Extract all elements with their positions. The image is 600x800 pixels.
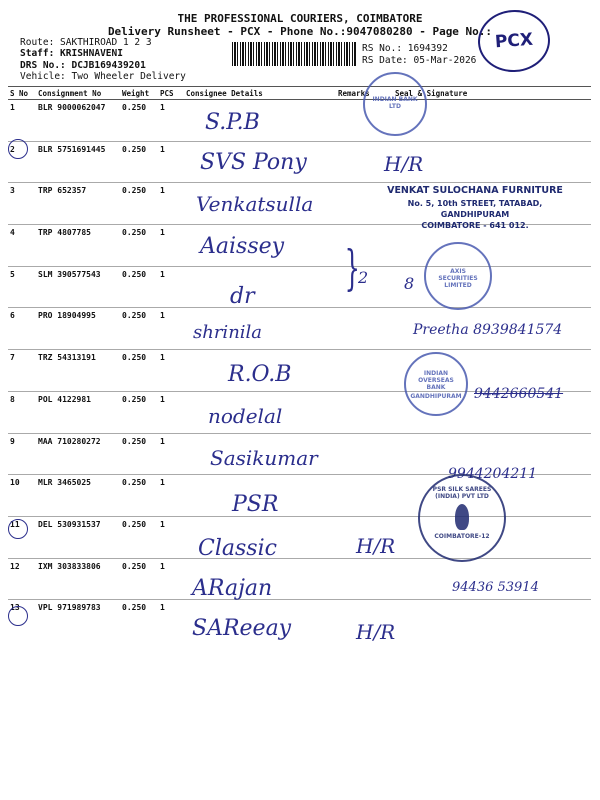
row-sno: 7 <box>8 350 36 392</box>
consignee-handwriting: SVS Pony <box>200 150 307 175</box>
row-sno: 10 <box>8 475 36 517</box>
row-sno: 11 <box>8 516 36 558</box>
row-pcs: 1 <box>158 141 184 183</box>
row-sno: 9 <box>8 433 36 475</box>
consignee-handwriting: Classic <box>198 536 277 561</box>
signature-handwriting: 9944204211 <box>448 466 538 482</box>
table-row <box>8 100 591 142</box>
runsheet-title: Delivery Runsheet - PCX - Phone No.:9047080280 - Page No.: <box>107 25 493 38</box>
consignee-handwriting: ARajan <box>192 576 273 601</box>
col-weight: Weight <box>120 87 158 100</box>
signature-handwriting: Preetha 8939841574 <box>413 322 563 338</box>
row-sno: 12 <box>8 558 36 600</box>
consignee-handwriting: shrinila <box>193 322 263 343</box>
row-weight: 0.250 <box>120 391 158 433</box>
route-label: Route: SAKTHIROAD 1 2 3 <box>20 37 152 48</box>
brace-mark: } <box>344 240 360 296</box>
row-pcs: 1 <box>158 350 184 392</box>
iob-seal <box>404 352 468 416</box>
rs-number: RS No.: 1694392 <box>362 43 448 54</box>
signature-handwriting: H/R <box>384 152 424 176</box>
venkat-stamp-address: COIMBATORE - 641 012. <box>421 221 529 230</box>
table-row <box>8 225 591 267</box>
row-weight: 0.250 <box>122 603 147 613</box>
row-consignment: TRP 652357 <box>36 183 120 225</box>
consignee-handwriting: Sasikumar <box>210 446 318 470</box>
psr-seal <box>418 474 506 562</box>
row-pcs: 1 <box>158 183 184 225</box>
table-row <box>8 600 591 641</box>
row-consignment: SLM 390577543 <box>36 266 120 308</box>
table-row <box>8 266 591 308</box>
consignee-handwriting: R.O.B <box>228 362 292 387</box>
row-pcs: 1 <box>158 225 184 267</box>
row-pcs: 1 <box>158 100 184 142</box>
row-pcs: 1 <box>158 475 184 517</box>
seal-text: AXIS SECURITIES LIMITED <box>438 268 478 289</box>
row-weight: 0.250 <box>120 558 158 600</box>
row-weight: 0.250 <box>120 100 158 142</box>
staff-label: Staff: KRISHNAVENI <box>20 48 123 59</box>
row-weight: 0.250 <box>120 516 158 558</box>
seal-text: INDIAN BANK LTD <box>372 96 418 110</box>
table-header-row <box>8 87 591 100</box>
col-consignment: Consignment No <box>36 87 120 100</box>
barcode <box>232 42 356 66</box>
pcx-stamp: PCX <box>476 8 552 75</box>
axis-seal <box>424 242 492 310</box>
row-pcs: 1 <box>158 433 184 475</box>
row-sno: 8 <box>8 391 36 433</box>
col-pcs: PCS <box>158 87 184 100</box>
consignee-handwriting: nodelal <box>208 404 283 428</box>
row-consignment: MAA 710280272 <box>36 433 120 475</box>
row-weight: 0.250 <box>120 350 158 392</box>
peacock-logo-icon <box>455 504 469 530</box>
row-consignment: IXM 303833806 <box>36 558 120 600</box>
row-sno: 1 <box>8 100 36 142</box>
row-sno: 6 <box>8 308 36 350</box>
consignee-handwriting: PSR <box>232 492 279 517</box>
row-circle-mark <box>8 519 28 539</box>
row-consignment: VPL 971989783 <box>38 603 101 613</box>
row-weight: 0.250 <box>120 433 158 475</box>
row-consignment: PRO 18904995 <box>36 308 120 350</box>
row-weight: 0.250 <box>120 308 158 350</box>
row-consignment: TRP 4807785 <box>36 225 120 267</box>
row-consignment: TRZ 54313191 <box>36 350 120 392</box>
venkat-stamp-address: No. 5, 10th STREET, TATABAD, <box>407 199 543 208</box>
row-weight: 0.250 <box>120 183 158 225</box>
indian-bank-seal <box>363 72 427 136</box>
row-circle-mark <box>8 606 28 626</box>
signature-handwriting: 8 <box>404 274 415 293</box>
row-consignment: POL 4122981 <box>36 391 120 433</box>
row-consignment: DEL 530931537 <box>36 516 120 558</box>
rs-date: RS Date: 05-Mar-2026 <box>362 55 477 66</box>
row-weight: 0.250 <box>120 141 158 183</box>
row-pcs: 1 <box>158 308 184 350</box>
row-sno: 3 <box>8 183 36 225</box>
consignee-handwriting: Aaissey <box>200 234 285 259</box>
seal-city: COIMBATORE-12 <box>434 533 490 540</box>
venkat-stamp-address: GANDHIPURAM <box>440 210 510 219</box>
consignee-handwriting: SAReeay <box>192 616 292 641</box>
col-remarks: Remarks <box>336 87 393 100</box>
col-signature: Seal & Signature <box>393 87 591 100</box>
drs-number: DRS No.: DCJB169439201 <box>20 60 146 71</box>
row-pcs: 1 <box>158 391 184 433</box>
row-pcs: 1 <box>158 266 184 308</box>
signature-handwriting: 9442660541 <box>474 386 564 402</box>
row-pcs: 1 <box>158 558 184 600</box>
row-weight: 0.250 <box>120 266 158 308</box>
row-weight: 0.250 <box>120 475 158 517</box>
row-sno: 2 <box>8 141 36 183</box>
remarks-handwriting: H/R <box>356 534 396 558</box>
row-consignment: BLR 9000062047 <box>36 100 120 142</box>
col-consignee: Consignee Details <box>184 87 336 100</box>
col-sno: S No <box>8 87 36 100</box>
remarks-handwriting: 2 <box>358 268 369 287</box>
vehicle-label: Vehicle: Two Wheeler Delivery <box>20 71 186 82</box>
remarks-handwriting: H/R <box>356 620 396 644</box>
consignee-handwriting: dr <box>230 284 255 309</box>
row-pcs: 1 <box>158 516 184 558</box>
signature-handwriting: 94436 53914 <box>452 580 539 595</box>
row-consignment: BLR 5751691445 <box>36 141 120 183</box>
row-pcs: 1 <box>160 603 165 613</box>
company-title: THE PROFESSIONAL COURIERS, COIMBATORE <box>177 12 423 25</box>
row-consignment: MLR 3465025 <box>36 475 120 517</box>
consignee-handwriting: S.P.B <box>205 110 260 135</box>
row-sno: 5 <box>8 266 36 308</box>
row-circle-mark <box>8 139 28 159</box>
row-sno: 13 <box>10 603 20 613</box>
seal-text: INDIAN OVERSEAS BANK <box>418 370 454 391</box>
venkat-stamp-name: VENKAT SULOCHANA FURNITURE <box>387 185 563 196</box>
seal-branch: GANDHIPURAM <box>410 393 462 400</box>
row-weight: 0.250 <box>120 225 158 267</box>
consignee-handwriting: Venkatsulla <box>196 192 314 216</box>
row-sno: 4 <box>8 225 36 267</box>
seal-text: PSR SILK SAREES (INDIA) PVT LTD <box>432 486 492 500</box>
